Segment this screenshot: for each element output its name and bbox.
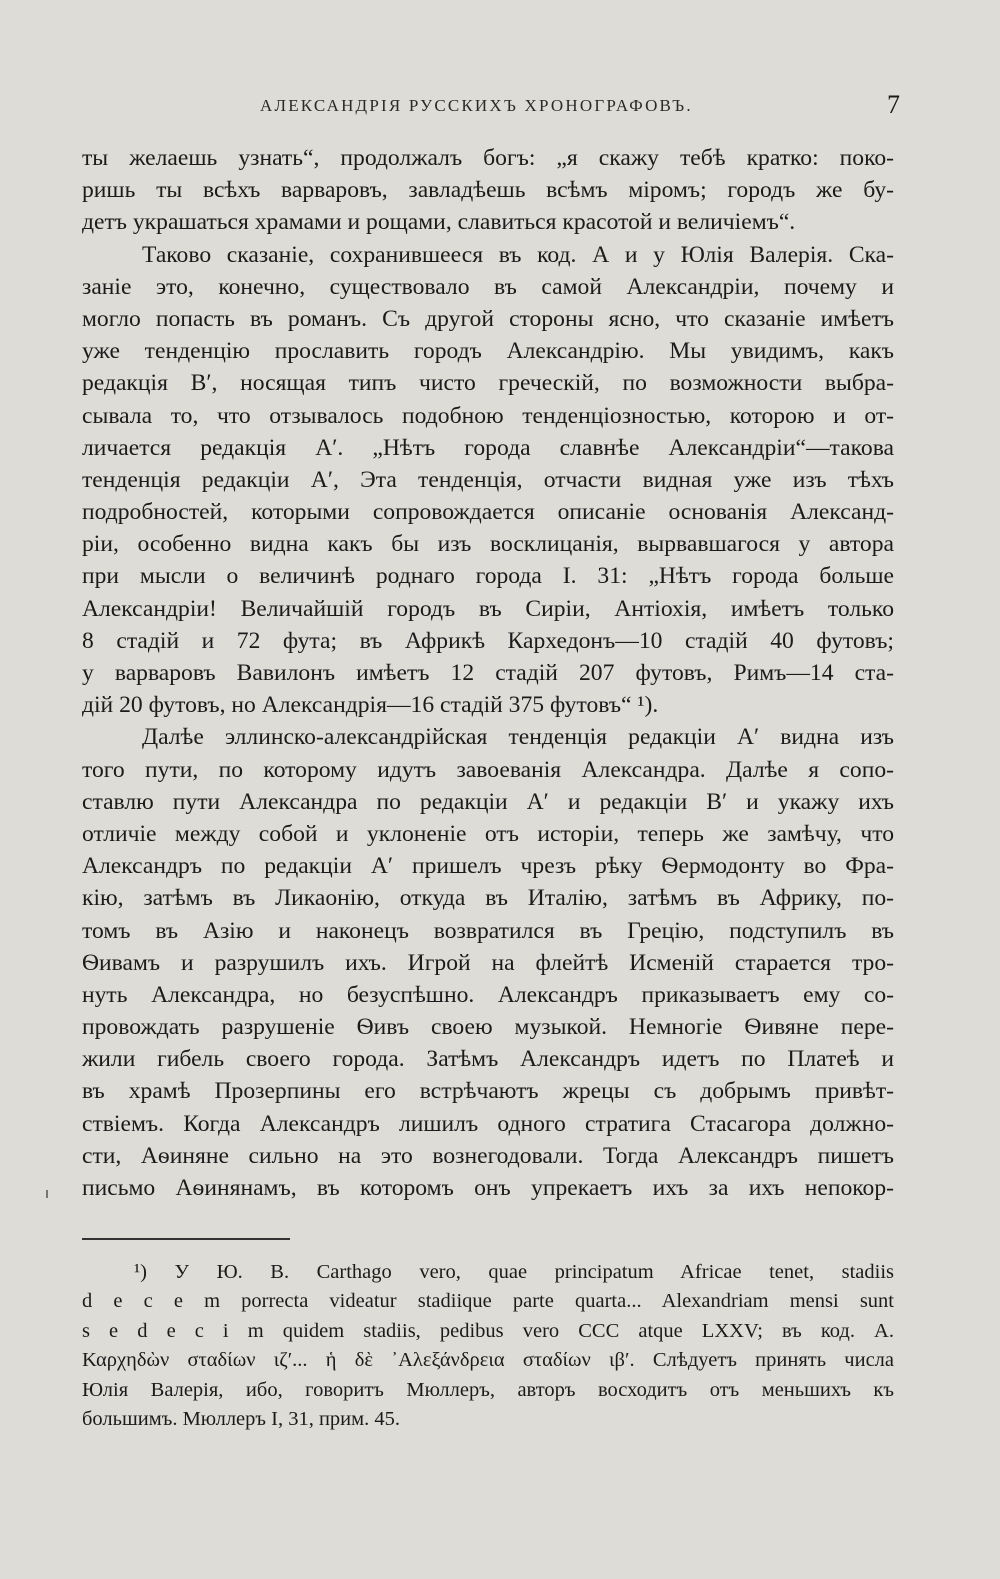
body-text bbox=[82, 142, 894, 1204]
text-line: ствіемъ. Когда Александръ лишилъ одного стратига Стасагора должно- bbox=[82, 1110, 894, 1137]
text-line: дій 20 футовъ, но Александрія—16 стадій 375 футовъ“ ¹). bbox=[82, 692, 659, 719]
text-line: Александріи! Величайшій городъ въ Сиріи, Антіохія, имѣетъ только bbox=[82, 595, 894, 622]
text-line: сывала то, что отзывалось подобною тенденціозностью, которою и от- bbox=[82, 402, 894, 429]
text-line: въ храмѣ Прозерпины его встрѣчаютъ жрецы съ добрымъ привѣт- bbox=[82, 1078, 894, 1105]
text-line: ты желаешь узнать“, продолжалъ богъ: „я скажу тебѣ кратко: поко- bbox=[82, 145, 894, 171]
text-line: отличіе между собой и уклоненіе отъ исторіи, теперь же замѣчу, что bbox=[82, 820, 894, 847]
text-line: сти, Аѳиняне сильно на это вознегодовали. Тогда Александръ пишетъ bbox=[82, 1142, 894, 1169]
text-line: томъ въ Азію и наконецъ возвратился въ Грецію, подступилъ въ bbox=[82, 917, 894, 944]
margin-speck bbox=[46, 1190, 48, 1198]
text-line: тенденція редакціи А′, Эта тенденція, отчасти видная уже изъ тѣхъ bbox=[82, 466, 894, 493]
text-line: провождать разрушеніе Ѳивъ своею музыкой. Немногіе Ѳивяне пере- bbox=[82, 1014, 894, 1041]
text-line: заніе это, конечно, существовало въ самой Александріи, почему и bbox=[82, 273, 894, 300]
footnote-line: d e c e m porrecta videatur stadiique parte quarta... Alexandriam mensi sunt bbox=[82, 1290, 894, 1313]
footnote-line: большимъ. Мюллеръ I, 31, прим. 45. bbox=[82, 1407, 401, 1430]
text-line: нуть Александра, но безуспѣшно. Александръ приказываетъ ему со- bbox=[82, 981, 894, 1008]
text-line: у варваровъ Вавилонъ имѣетъ 12 стадій 207 футовъ, Римъ—14 ста- bbox=[82, 660, 894, 686]
text-line: Таково сказаніе, сохранившееся въ код. А и у Юлія Валерія. Ска- bbox=[142, 241, 894, 268]
footnote-line: s e d e c i m quidem stadiis, pedibus vero CCC atque LXXV; въ код. А. bbox=[82, 1319, 894, 1342]
footnote-line: Καρχηδὼν σταδίων ιζ′... ἡ δὲ ᾿Αλεξάνδρεια σταδίων ιβ′. Слѣдуетъ принять числа bbox=[82, 1349, 894, 1372]
running-head bbox=[80, 92, 900, 122]
footnote-divider bbox=[82, 1238, 290, 1240]
text-line: детъ украшаться храмами и рощами, славиться красотой и величіемъ“. bbox=[82, 209, 796, 236]
text-line: редакція В′, носящая типъ чисто греческій, по возможности выбра- bbox=[82, 370, 894, 397]
text-line: личается редакція А′. „Нѣтъ города славнѣе Александріи“—такова bbox=[82, 434, 894, 461]
text-line: ставлю пути Александра по редакціи А′ и редакціи В′ и укажу ихъ bbox=[82, 788, 894, 815]
text-line: могло попасть въ романъ. Съ другой стороны ясно, что сказаніе имѣетъ bbox=[82, 305, 894, 332]
footnote-line: Юлія Валерія, ибо, говоритъ Мюллеръ, авторъ восходитъ отъ меньшихъ къ bbox=[82, 1378, 894, 1401]
page-number: 7 bbox=[887, 90, 900, 119]
text-line: жили гибель своего города. Затѣмъ Александръ идетъ по Платеѣ и bbox=[82, 1046, 894, 1073]
text-line: кію, затѣмъ въ Ликаонію, откуда въ Италію, затѣмъ въ Африку, по- bbox=[82, 885, 894, 912]
text-line: письмо Аѳинянамъ, въ которомъ онъ упрекаетъ ихъ за ихъ непокор- bbox=[82, 1175, 894, 1201]
running-title: АЛЕКСАНДРІЯ РУССКИХЪ ХРОНОГРАФОВЪ. bbox=[260, 96, 693, 115]
footnote-line: ¹) У Ю. В. Carthago vero, quae principatum Africae tenet, stadiis bbox=[134, 1261, 894, 1283]
text-line: уже тенденцію прославить городъ Александрію. Мы увидимъ, какъ bbox=[82, 338, 894, 365]
text-line: того пути, по которому идутъ завоеванія Александра. Далѣе я сопо- bbox=[82, 756, 894, 783]
text-line: ріи, особенно видна какъ бы изъ восклицанія, вырвавшагося у автора bbox=[82, 531, 894, 558]
text-line: Александръ по редакціи А′ пришелъ чрезъ рѣку Ѳермодонту во Фра- bbox=[82, 853, 894, 880]
text-line: при мысли о величинѣ роднаго города І. 31: „Нѣтъ города больше bbox=[82, 563, 894, 590]
text-line: ришь ты всѣхъ варваровъ, завладѣешь всѣмъ міромъ; городъ же бу- bbox=[82, 177, 894, 204]
text-line: Далѣе эллинско-александрійская тенденція редакціи А′ видна изъ bbox=[142, 724, 894, 751]
text-line: 8 стадій и 72 фута; въ Африкѣ Кархедонъ—10 стадій 40 футовъ; bbox=[82, 627, 894, 654]
footnotes bbox=[82, 1258, 894, 1434]
text-line: подробностей, которыми сопровождается описаніе основанія Александ- bbox=[82, 499, 894, 526]
text-line: Ѳивамъ и разрушилъ ихъ. Игрой на флейтѣ Исменій старается тро- bbox=[82, 949, 894, 976]
